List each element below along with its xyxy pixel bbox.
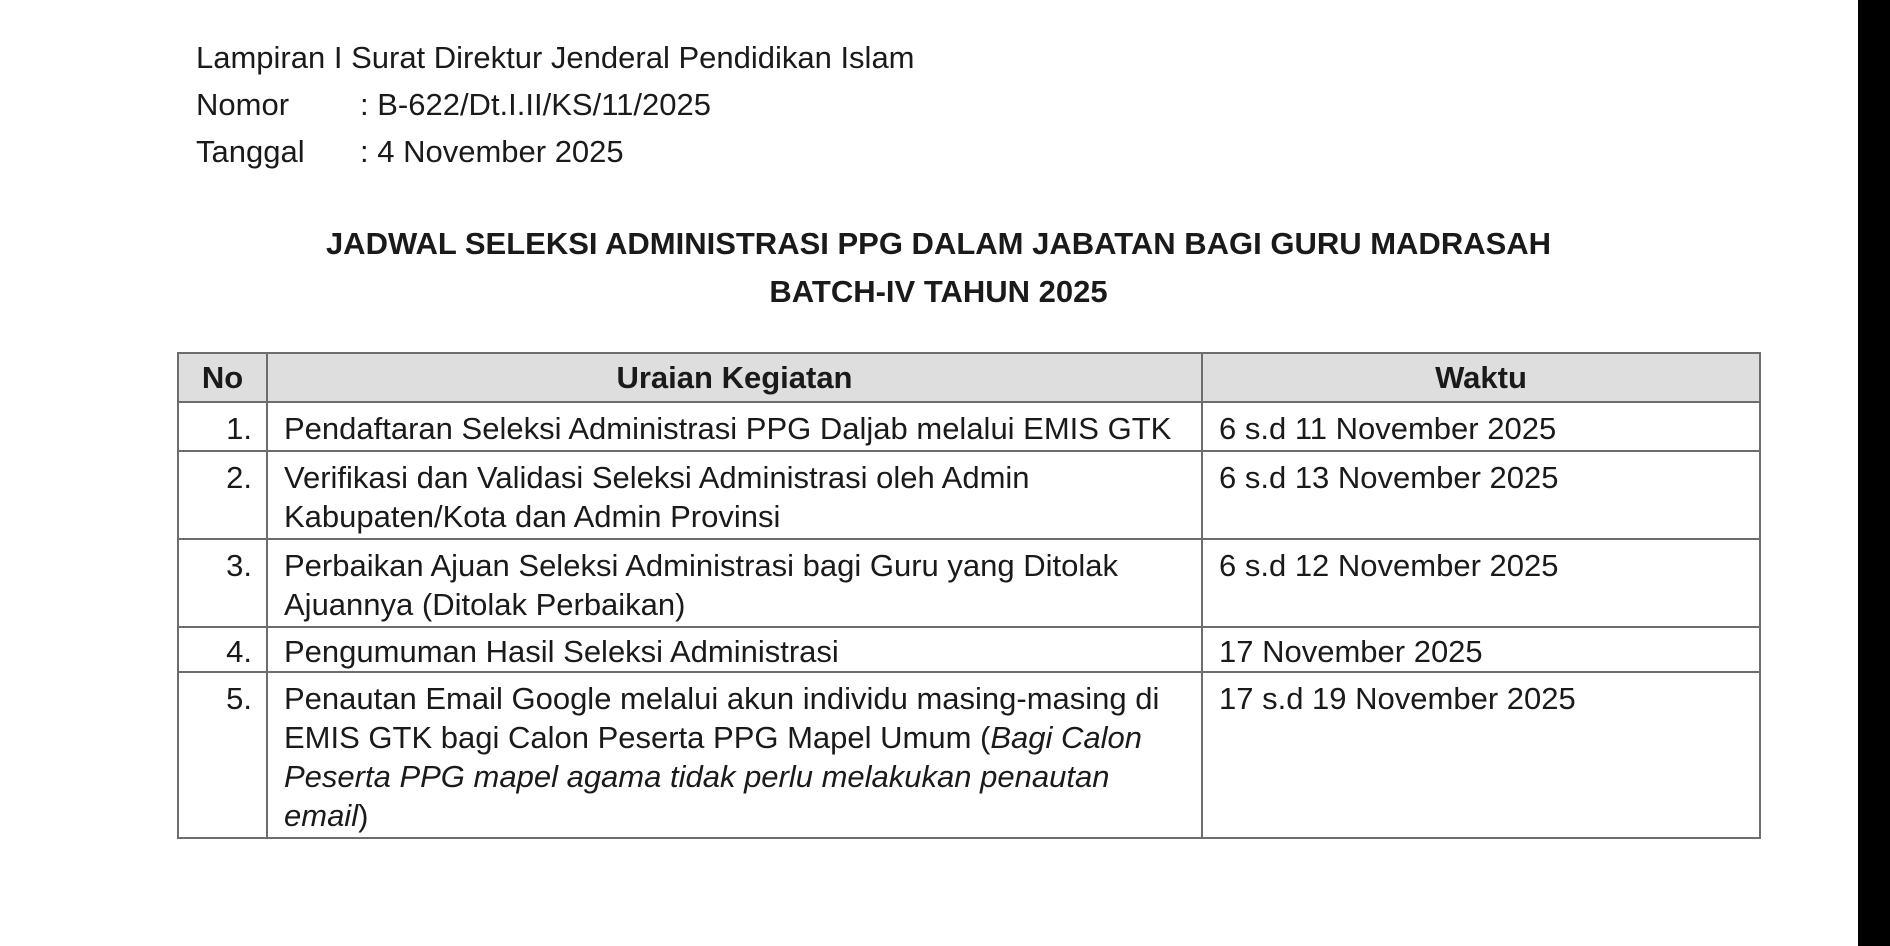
row-uraian-text: Penautan Email Google melalui akun individu masing-masing di EMIS GTK bagi Calon Peserta PPG Mapel Umum ( <box>284 681 1160 755</box>
row-number: 1. <box>178 402 267 451</box>
table-row <box>178 627 1760 672</box>
letter-header <box>196 34 915 175</box>
lampiran-line: Lampiran I Surat Direktur Jenderal Pendidikan Islam <box>196 40 915 75</box>
title-line-2: BATCH-IV TAHUN 2025 <box>769 274 1108 309</box>
tanggal-label: Tanggal <box>196 134 305 169</box>
table-row <box>178 451 1760 539</box>
row-uraian: Verifikasi dan Validasi Seleksi Administrasi oleh Admin Kabupaten/Kota dan Admin Provinsi <box>267 451 1202 539</box>
row-waktu: 17 November 2025 <box>1202 627 1760 672</box>
schedule-table <box>177 352 1761 839</box>
row-number: 4. <box>178 627 267 672</box>
row-uraian: Perbaikan Ajuan Seleksi Administrasi bagi Guru yang Ditolak Ajuannya (Ditolak Perbaikan) <box>267 539 1202 627</box>
row-number: 2. <box>178 451 267 539</box>
nomor-label: Nomor <box>196 87 290 122</box>
header-waktu: Waktu <box>1202 353 1760 402</box>
page-edge-bar <box>1858 0 1890 946</box>
nomor-value: : B-622/Dt.I.II/KS/11/2025 <box>360 87 711 122</box>
header-no: No <box>178 353 267 402</box>
table-row <box>178 402 1760 451</box>
row-waktu: 17 s.d 19 November 2025 <box>1202 672 1760 838</box>
row-uraian: Pengumuman Hasil Seleksi Administrasi <box>267 627 1202 672</box>
table-header-row <box>178 353 1760 402</box>
table-row <box>178 672 1760 838</box>
row-uraian-close: ) <box>358 798 369 833</box>
row-uraian-note: Bagi Calon Peserta PPG mapel agama tidak perlu melakukan penautan email <box>284 720 1143 833</box>
row-uraian: Pendaftaran Seleksi Administrasi PPG Daljab melalui EMIS GTK <box>267 402 1202 451</box>
row-waktu: 6 s.d 13 November 2025 <box>1202 451 1760 539</box>
tanggal-value: : 4 November 2025 <box>360 134 624 169</box>
row-uraian <box>267 672 1202 838</box>
title-line-1: JADWAL SELEKSI ADMINISTRASI PPG DALAM JABATAN BAGI GURU MADRASAH <box>325 226 1552 261</box>
row-waktu: 6 s.d 12 November 2025 <box>1202 539 1760 627</box>
header-uraian: Uraian Kegiatan <box>267 353 1202 402</box>
table-row <box>178 539 1760 627</box>
nomor-line <box>196 81 915 128</box>
row-number: 5. <box>178 672 267 838</box>
row-waktu: 6 s.d 11 November 2025 <box>1202 402 1760 451</box>
document-title <box>176 220 1701 316</box>
row-number: 3. <box>178 539 267 627</box>
tanggal-line <box>196 128 915 175</box>
